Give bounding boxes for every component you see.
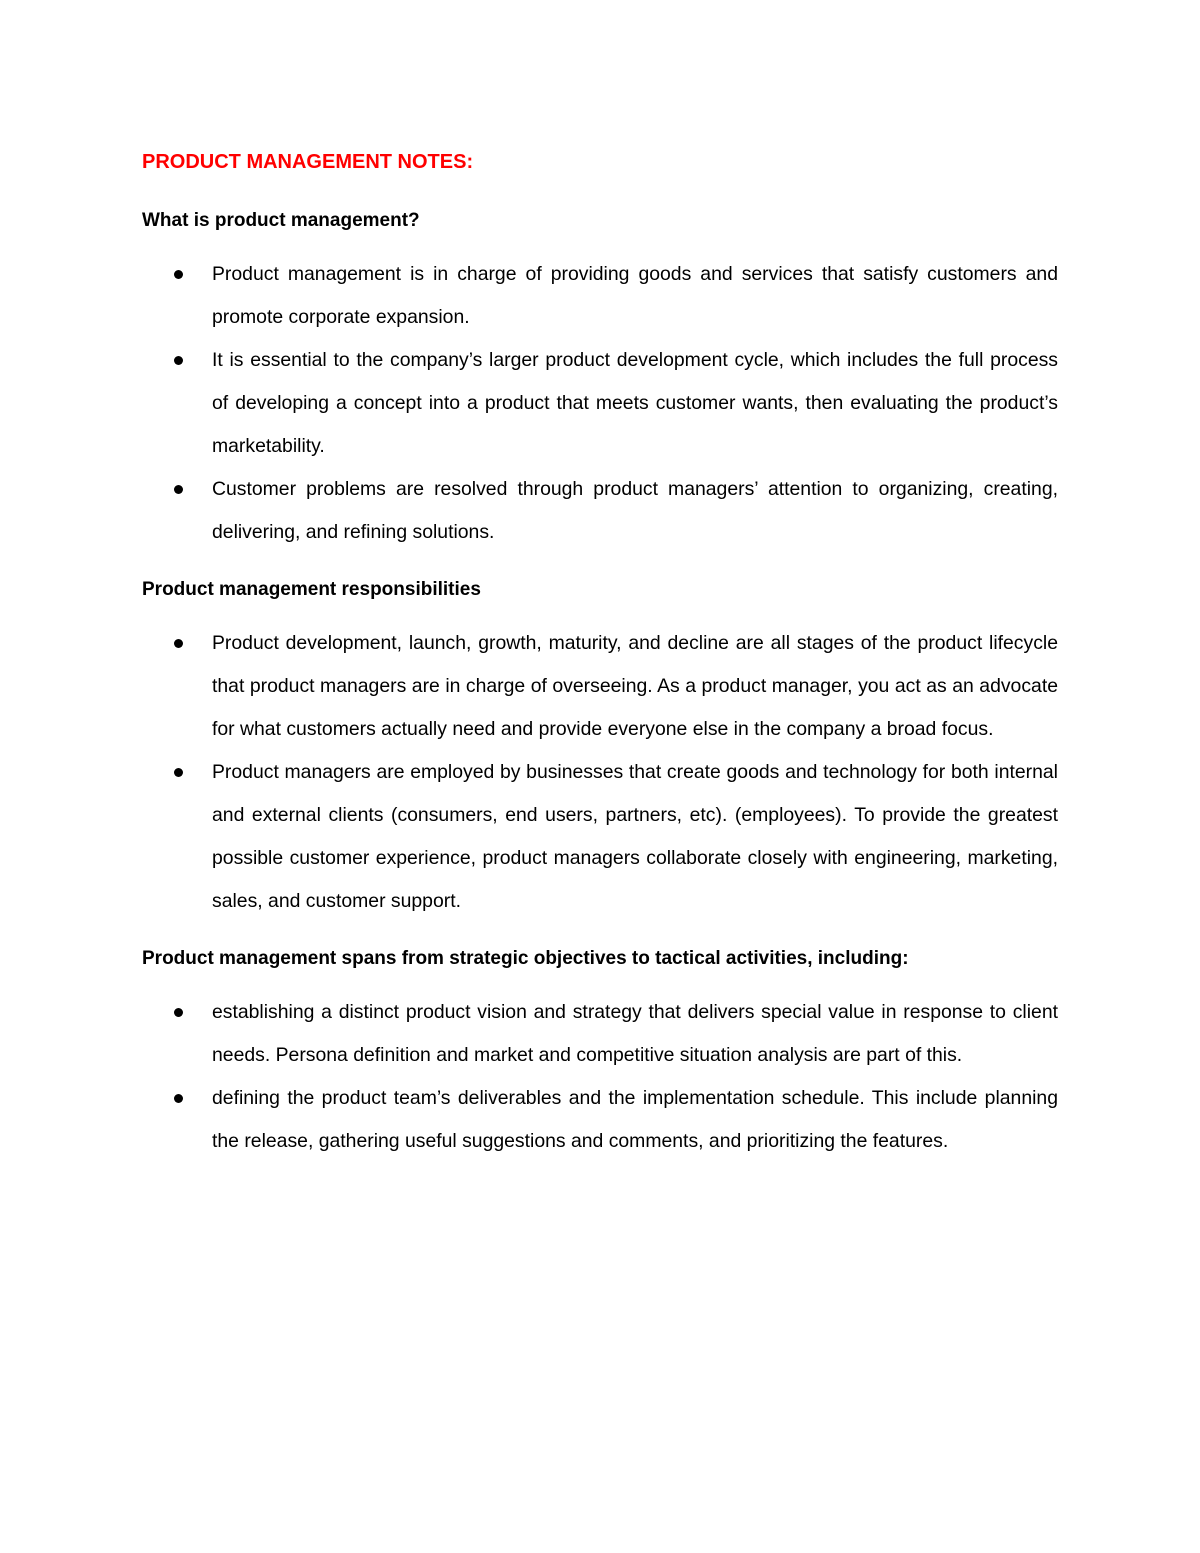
list-item-text: defining the product team’s deliverables and the implementation schedule. This include planning the release, gathering useful suggestions and comments, and prioritizing the features. [212,1087,1058,1152]
bullet-list-what-is [142,253,1058,554]
document-body [142,140,1058,1177]
list-item-text: establishing a distinct product vision and strategy that delivers special value in response to client needs. Persona definition and market and competitive situation analysis are part of this. [212,1001,1058,1066]
bullet-icon [174,768,183,777]
list-item [142,253,1058,339]
section-heading-responsibilities: Product management responsibilities [142,579,481,600]
list-item [142,622,1058,751]
list-item [142,339,1058,468]
bullet-icon [174,639,183,648]
list-item [142,468,1058,554]
section-heading-what-is: What is product management? [142,210,420,231]
bullet-list-responsibilities [142,622,1058,923]
bullet-icon [174,485,183,494]
bullet-icon [174,270,183,279]
list-item [142,1077,1058,1163]
bullet-list-spans [142,991,1058,1163]
section-heading-spans: Product management spans from strategic objectives to tactical activities, including: [142,948,909,969]
list-item-text: Product management is in charge of providing goods and services that satisfy customers and promote corporate expansion. [212,263,1058,328]
bullet-icon [174,356,183,365]
bullet-icon [174,1094,183,1103]
list-item [142,991,1058,1077]
list-item [142,751,1058,923]
list-item-text: Product managers are employed by businesses that create goods and technology for both internal and external clients (consumers, end users, partners, etc). (employees). To provide the greatest possible customer experience, product managers collaborate closely with engineering, marketing, sales, and customer support. [212,761,1058,912]
list-item-text: It is essential to the company’s larger product development cycle, which includes the full process of developing a concept into a product that meets customer wants, then evaluating the product’s marketability. [212,349,1058,457]
list-item-text: Customer problems are resolved through product managers’ attention to organizing, creating, delivering, and refining solutions. [212,478,1058,543]
document-title: PRODUCT MANAGEMENT NOTES: [142,151,474,173]
list-item-text: Product development, launch, growth, maturity, and decline are all stages of the product lifecycle that product managers are in charge of overseeing. As a product manager, you act as an advocate for what customers actually need and provide everyone else in the company a broad focus. [212,632,1058,740]
bullet-icon [174,1008,183,1017]
